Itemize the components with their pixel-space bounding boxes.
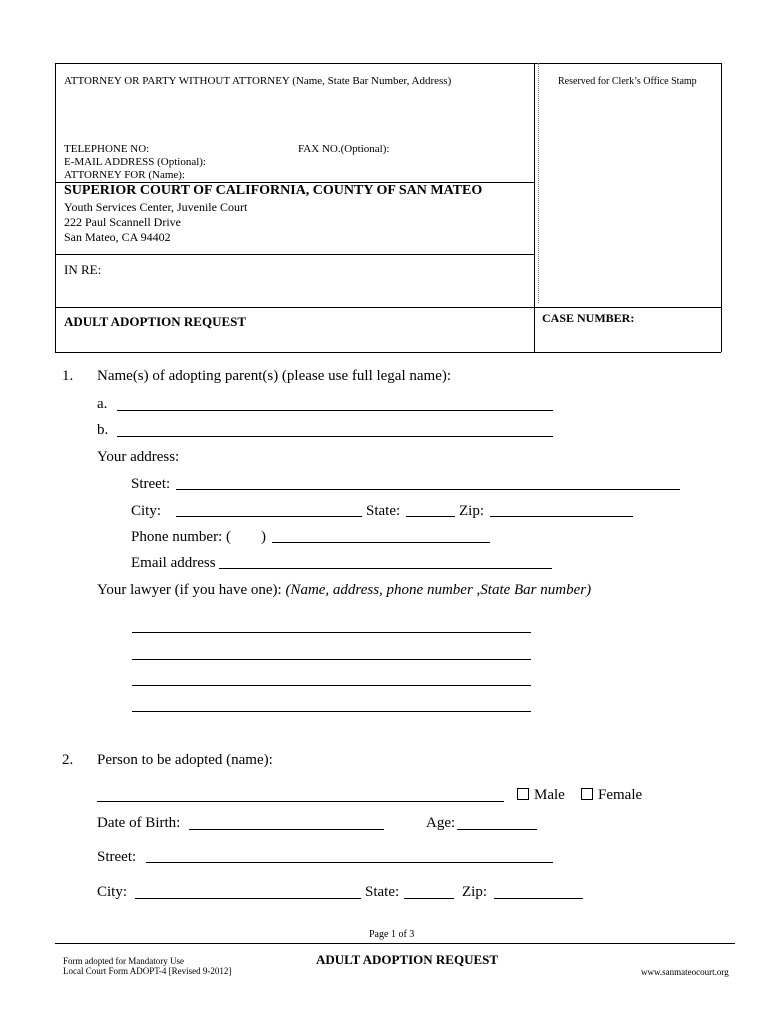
adoptee-zip-label: Zip:: [462, 884, 487, 900]
age-field[interactable]: [457, 829, 537, 830]
attorney-label: ATTORNEY OR PARTY WITHOUT ATTORNEY (Name, State Bar Number, Address): [64, 75, 452, 87]
parent-b-label: b.: [97, 422, 109, 438]
female-label: Female: [598, 787, 643, 803]
parent-b-field[interactable]: [117, 436, 553, 437]
footer-title: ADULT ADOPTION REQUEST: [316, 952, 499, 967]
phone-field[interactable]: [272, 542, 490, 543]
clerk-stamp-label: Reserved for Clerk’s Office Stamp: [558, 76, 697, 87]
female-checkbox[interactable]: [581, 788, 593, 800]
lawyer-label: [97, 582, 591, 599]
case-number-label: CASE NUMBER:: [542, 311, 635, 325]
footer-left-2: Local Court Form ADOPT-4 [Revised 9-2012]: [63, 966, 232, 976]
footer-left-1: Form adopted for Mandatory Use: [63, 956, 184, 966]
parent-a-label: a.: [97, 396, 108, 412]
adoptee-name-field[interactable]: [97, 801, 504, 802]
lawyer-line-1[interactable]: [132, 632, 531, 633]
court-address-3: San Mateo, CA 94402: [64, 230, 171, 244]
male-checkbox[interactable]: [517, 788, 529, 800]
male-option[interactable]: [517, 787, 565, 804]
adoptee-street-field[interactable]: [146, 862, 553, 863]
male-label: Male: [534, 787, 565, 803]
lawyer-line-3[interactable]: [132, 685, 531, 686]
section-1-heading: Name(s) of adopting parent(s) (please use full legal name):: [97, 368, 452, 384]
footer-rule: [55, 943, 735, 944]
court-name: SUPERIOR COURT OF CALIFORNIA, COUNTY OF SAN MATEO: [64, 183, 483, 198]
lawyer-line-2[interactable]: [132, 659, 531, 660]
city-label: City:: [131, 503, 162, 519]
lawyer-line-4[interactable]: [132, 711, 531, 712]
zip-label: Zip:: [459, 503, 484, 519]
telephone-label: TELEPHONE NO:: [64, 143, 150, 155]
email-field[interactable]: [219, 568, 552, 569]
phone-label: Phone number: (: [131, 529, 231, 545]
section-2-heading: Person to be adopted (name):: [97, 752, 273, 768]
email-label: E-MAIL ADDRESS (Optional):: [64, 156, 206, 168]
adoptee-city-label: City:: [97, 884, 128, 900]
dob-label: Date of Birth:: [97, 815, 181, 831]
section-2-number: 2.: [62, 752, 74, 768]
your-address-label: Your address:: [97, 449, 180, 465]
in-re-label: IN RE:: [64, 262, 102, 277]
street-field[interactable]: [176, 489, 680, 490]
adoptee-city-field[interactable]: [135, 898, 361, 899]
adoptee-street-label: Street:: [97, 849, 137, 865]
age-label: Age:: [426, 815, 456, 831]
page-number: Page 1 of 3: [369, 929, 415, 940]
zip-field[interactable]: [490, 516, 633, 517]
adoptee-zip-field[interactable]: [494, 898, 583, 899]
lawyer-hint: (Name, address, phone number ,State Bar number): [285, 582, 592, 598]
female-option[interactable]: [581, 787, 642, 804]
adoptee-state-field[interactable]: [404, 898, 454, 899]
court-address-2: 222 Paul Scannell Drive: [64, 215, 181, 229]
lawyer-label-text: Your lawyer (if you have one):: [97, 582, 282, 598]
dob-field[interactable]: [189, 829, 384, 830]
city-field[interactable]: [176, 516, 362, 517]
adoptee-state-label: State:: [365, 884, 400, 900]
fax-label: FAX NO.(Optional):: [298, 143, 390, 155]
phone-paren: ): [261, 529, 266, 545]
attorney-for-label: ATTORNEY FOR (Name):: [64, 169, 185, 181]
section-1-number: 1.: [62, 368, 74, 384]
court-address-1: Youth Services Center, Juvenile Court: [64, 200, 248, 214]
street-label: Street:: [131, 476, 171, 492]
form-title: ADULT ADOPTION REQUEST: [64, 314, 247, 329]
state-label: State:: [366, 503, 401, 519]
email-label: Email address: [131, 555, 216, 571]
parent-a-field[interactable]: [117, 410, 553, 411]
state-field[interactable]: [406, 516, 455, 517]
footer-url[interactable]: www.sanmateocourt.org: [641, 967, 729, 977]
